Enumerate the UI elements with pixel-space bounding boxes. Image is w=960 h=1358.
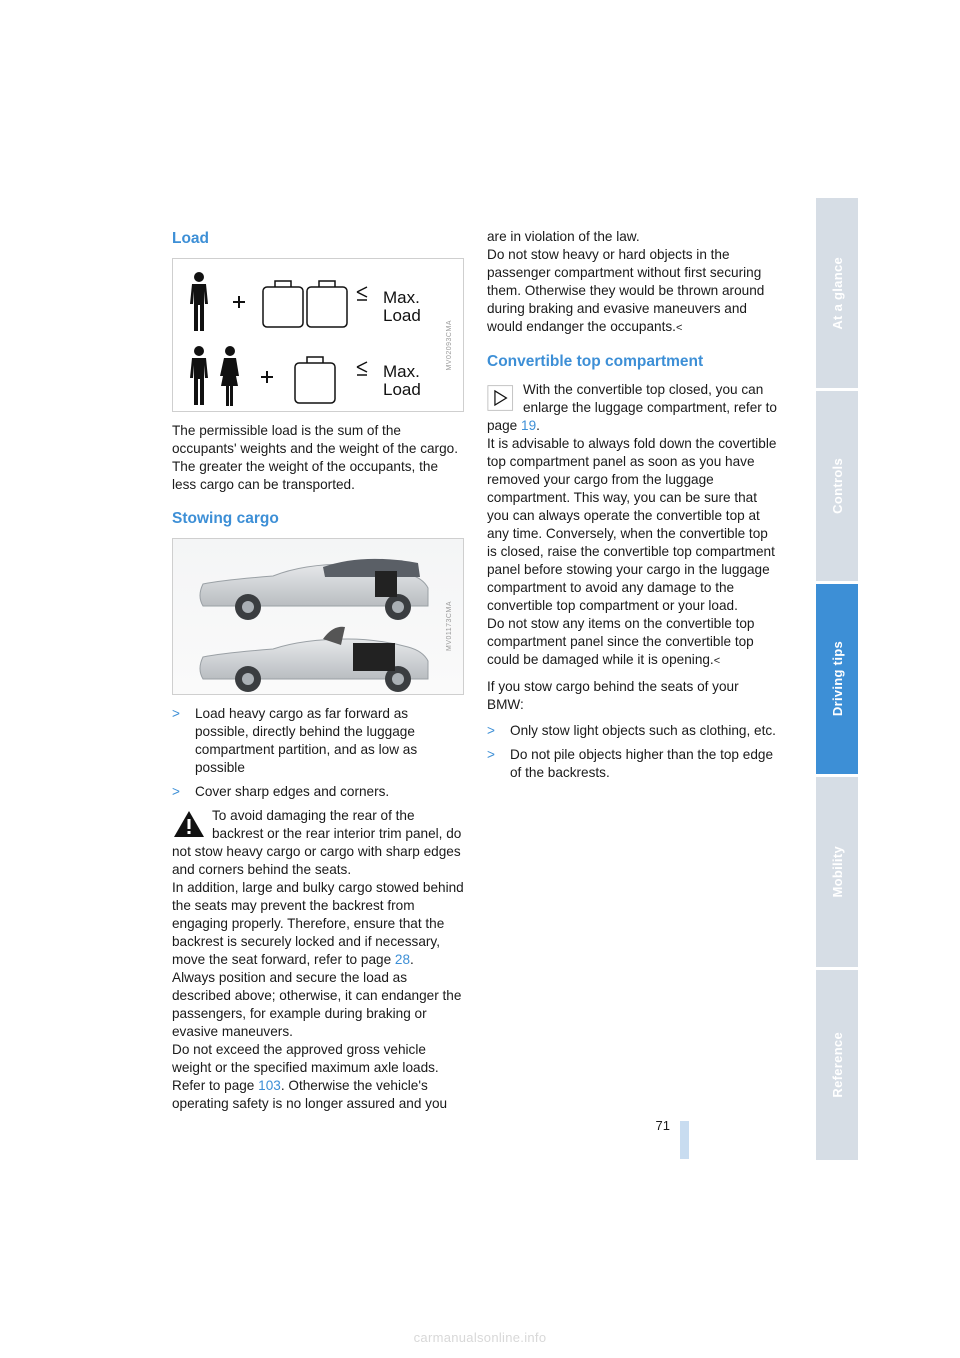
- cargo-figure: [172, 538, 464, 695]
- page-link-28[interactable]: 28: [394, 952, 411, 967]
- warning-paragraph-2: In addition, large and bulky cargo stowed behind the seats may prevent the backrest from engaging properly. Therefore, ensure that the backrest is securely locked and if necessary, move the seat forward, refer to page 28.: [172, 880, 464, 967]
- warning-paragraph-1: To avoid damaging the rear of the backrest or the rear interior trim panel, do not stow heavy cargo or cargo with sharp edges and corners behind the seats.: [172, 808, 462, 877]
- cargo-figure-code: MV01173CMA: [446, 601, 453, 652]
- warning-note: [172, 807, 464, 1113]
- note-paragraph: With the convertible top closed, you can enlarge the luggage compartment, refer to page 19.: [487, 382, 777, 433]
- load-figure-code: MV02093CMA: [446, 319, 453, 371]
- tab-controls[interactable]: Controls: [816, 391, 858, 581]
- load-heading: Load: [172, 230, 210, 247]
- convertible-paragraph-2: Do not stow any items on the convertible top compartment panel since the convertible top could be damaged while it is opening.<: [487, 616, 755, 667]
- bullet-text: Cover sharp edges and corners.: [195, 784, 390, 799]
- convertible-heading: Convertible top compartment: [487, 353, 704, 370]
- end-mark: <: [675, 322, 683, 334]
- stowing-heading: Stowing cargo: [172, 510, 279, 527]
- bullet-mark: >: [487, 747, 495, 762]
- note-play-icon: [487, 383, 517, 413]
- page-link-103[interactable]: 103: [258, 1078, 281, 1093]
- page-link-19[interactable]: 19: [521, 418, 537, 433]
- tab-at-a-glance[interactable]: At a glance: [816, 198, 858, 388]
- tab-mobility[interactable]: Mobility: [816, 777, 858, 967]
- info-note: [487, 381, 779, 435]
- bullet-text: Load heavy cargo as far forward as possible, directly behind the luggage compartment partition, and as low as possible: [195, 706, 418, 775]
- roadster-cargo-illustration: [173, 539, 465, 694]
- convertible-paragraph-3: If you stow cargo behind the seats of your BMW:: [487, 679, 739, 712]
- page-number-bar: [680, 1121, 689, 1159]
- list-item: [172, 705, 464, 777]
- warning-paragraph-4: Do not exceed the approved gross vehicle weight or the specified maximum axle loads. Refer to page 103. Otherwise the vehicle's operating safety is no longer assured and you: [172, 1042, 448, 1111]
- load-row-two: [183, 339, 437, 409]
- chapter-tabs: [816, 198, 858, 1160]
- continued-text-2: Do not stow heavy or hard objects in the passenger compartment without first securing them. Otherwise they would be thrown around during braking and evasive maneuvers and would endanger the occupants.<: [487, 247, 765, 334]
- warning-triangle-icon: [172, 809, 206, 839]
- load-paragraph: The permissible load is the sum of the occupants' weights and the weight of the cargo. The greater the weight of the occupants, the less cargo can be transported.: [172, 423, 458, 492]
- convertible-paragraph-1: It is advisable to always fold down the covertible top compartment panel as soon as you have removed your cargo from the luggage compartment. This way, you can be sure that you can always operate the convertible top at any time. Conversely, when the convertible top is closed, raise the convertible top compartment panel before stowing your cargo in the luggage compartment to avoid any damage to the convertible top compartment or your load.: [487, 436, 777, 613]
- continued-text-1: are in violation of the law.: [487, 229, 640, 244]
- load-row-one: [183, 267, 437, 337]
- tab-driving-tips[interactable]: Driving tips: [816, 584, 858, 774]
- tab-reference[interactable]: Reference: [816, 970, 858, 1160]
- car-top-open: [200, 627, 428, 692]
- car-top-closed: [200, 559, 428, 620]
- load-figure: [172, 258, 464, 412]
- max-load-label-two: Max. Load: [383, 362, 421, 399]
- bullet-text: Only stow light objects such as clothing, etc.: [510, 723, 776, 738]
- list-item: [172, 783, 464, 801]
- bullet-text: Do not pile objects higher than the top edge of the backrests.: [510, 747, 774, 780]
- watermark: carmanualsonline.info: [413, 1330, 547, 1345]
- bullet-mark: >: [172, 784, 180, 799]
- list-item: [487, 722, 779, 740]
- bullet-mark: >: [172, 706, 180, 721]
- page-number: 71: [655, 1118, 670, 1133]
- right-column: [487, 228, 779, 788]
- list-item: [487, 746, 779, 782]
- left-column: [172, 228, 464, 1113]
- bullet-mark: >: [487, 723, 495, 738]
- max-load-label-one: Max. Load: [383, 288, 421, 325]
- warning-paragraph-3: Always position and secure the load as described above; otherwise, it can endanger the passengers, for example during braking or evasive maneuvers.: [172, 970, 462, 1039]
